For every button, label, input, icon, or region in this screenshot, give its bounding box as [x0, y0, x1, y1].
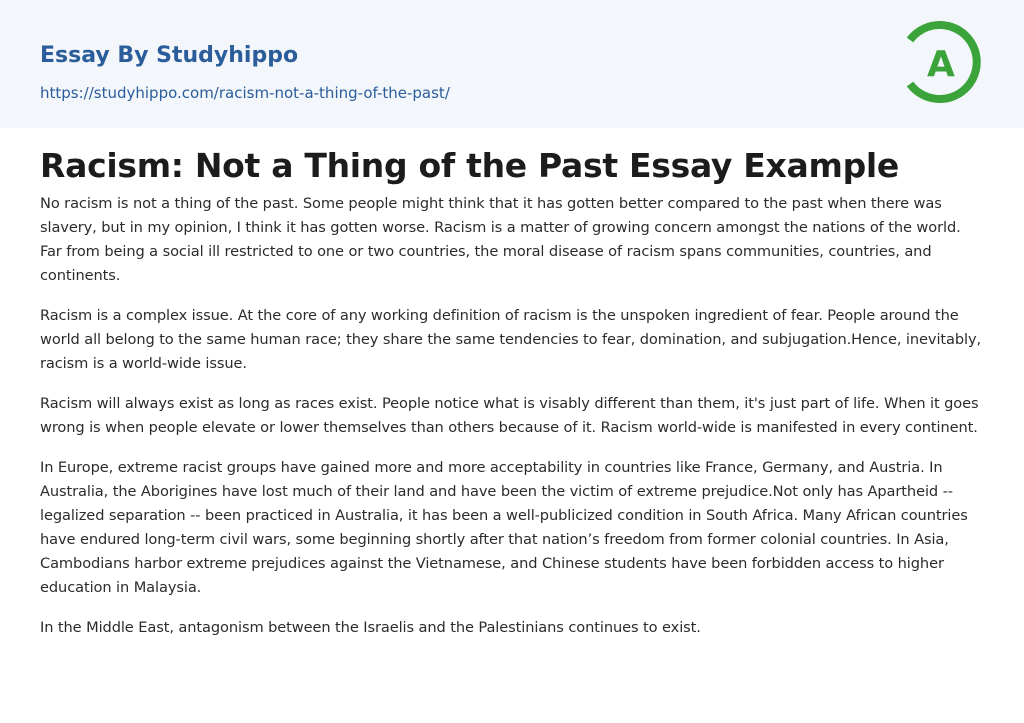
essay-paragraph-2: Racism is a complex issue. At the core of any working definition of racism is the unspoken ingredient of fear. People around the world all belong to the same human race; they share the same tendencies to fear, domination, and subjugation.Hence, inevitably, racism is a world-wide issue. — [40, 307, 982, 372]
logo-letter: A — [927, 44, 955, 85]
essay-paragraph-3: Racism will always exist as long as races exist. People notice what is visably different than them, it's just part of life. When it goes wrong is when people elevate or lower themselves than others because of it. Racism world-wide is manifested in every continent. — [40, 395, 979, 436]
essay-title: Racism: Not a Thing of the Past Essay Example — [40, 146, 900, 185]
site-brand[interactable]: Essay By Studyhippo — [40, 43, 299, 68]
essay-paragraph-1: No racism is not a thing of the past. Some people might think that it has gotten better compared to the past when there was slavery, but in my opinion, I think it has gotten worse. Racism is a matter of growing concern amongst the nations of the world. Far from being a social ill restricted to one or two countries, the moral disease of racism spans communities, countries, and continents. — [40, 195, 961, 284]
essay-paragraph-4: In Europe, extreme racist groups have gained more and more acceptability in countries like France, Germany, and Austria. In Australia, the Aborigines have lost much of their land and have been the victim of extreme prejudice.Not only has Apartheid -- legalized separation -- been practiced in Australia, it has been a well-publicized condition in South Africa. Many African countries have endured long-term civil wars, some beginning shortly after that nation’s freedom from former colonial countries. In Asia, Cambodians harbor extreme prejudices against the Vietnamese, and Chinese students have been forbidden access to higher education in Malaysia. — [40, 459, 968, 596]
essay-paragraph-5: In the Middle East, antagonism between the Israelis and the Palestinians continues to exist. — [40, 619, 701, 636]
article-body — [0, 146, 1024, 640]
site-header — [0, 0, 1024, 128]
studyhippo-logo-icon[interactable] — [900, 20, 984, 104]
essay-url-link[interactable]: https://studyhippo.com/racism-not-a-thing-of-the-past/ — [40, 84, 450, 102]
